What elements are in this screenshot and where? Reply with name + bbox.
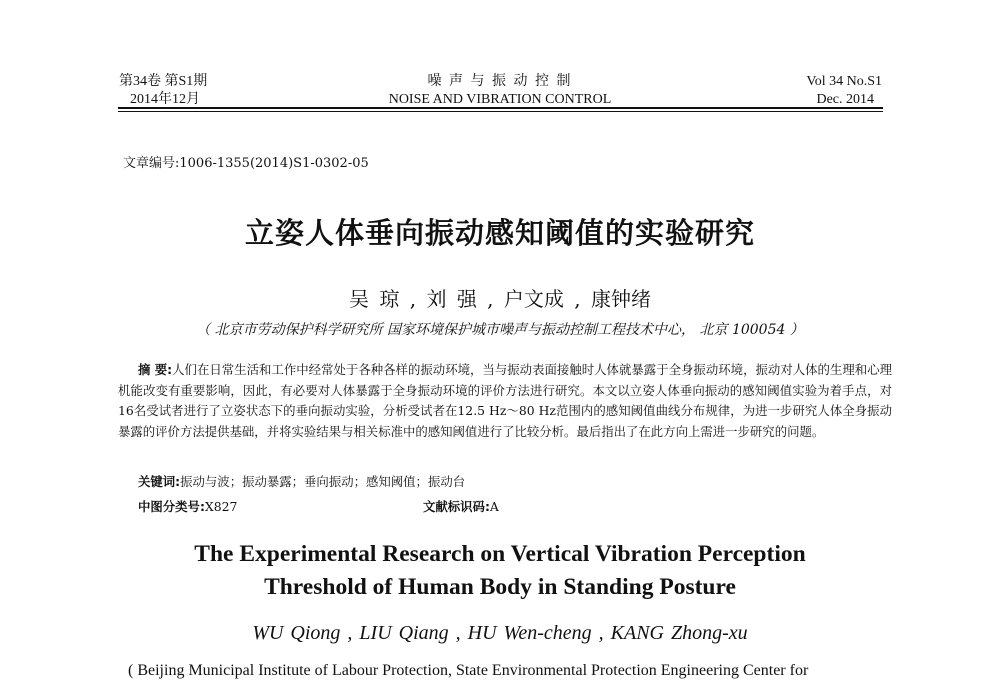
abstract-label: 摘 要: [138,362,173,377]
journal-name-cn: 噪 声 与 振 动 控 制 [427,74,573,89]
issue-number-en: Vol 34 No.S1 [806,74,882,89]
classification-label: 中图分类号: [138,499,205,514]
abstract-text: 人们在日常生活和工作中经常处于各种各样的振动环境，当与振动表面接触时人体就暴露于全身振动环境，振动对人体的生理和心理机能改变有重要影响，因此，有必要对人体暴露于全身振动环境的评价方法进行研究。本文以立姿人体垂向振动的感知阈值实验为着手点，对16名受试者进行了立姿状态下的垂向振动实验，分析受试者在12.5 Hz～80 Hz范围内的感知阈值曲线分布规律，为进一步研究人体全身振动暴露的评价方法提供基础，并将实验结果与相关标准中的感知阈值进行了比较分析。最后指出了在此方向上需进一步研究的问题。 [118,362,892,439]
document-code-label: 文献标识码: [423,499,490,514]
title-en-line1: The Experimental Research on Vertical Vibration Perception [194,541,806,567]
affiliation-cn: （ 北京市劳动保护科学研究所 国家环境保护城市噪声与振动控制工程技术中心， 北京 100054 ） [196,322,804,338]
title-en-line2: Threshold of Human Body in Standing Posture [264,574,736,600]
issue-date-cn: 2014年12月 [130,92,200,107]
keywords-label: 关键词: [138,474,181,489]
classification [138,497,237,515]
journal-name-en: NOISE AND VIBRATION CONTROL [388,92,612,107]
issue-date-en: Dec. 2014 [816,92,874,107]
keywords [138,472,465,490]
title-en [0,538,1000,604]
classification-text: X827 [204,499,238,514]
article-id: 文章编号:1006-1355(2014)S1-0302-05 [123,156,369,171]
document-code-text: A [489,499,499,514]
keywords-text: 振动与波；振动暴露；垂向振动；感知阈值；振动台 [180,474,466,489]
title-cn: 立姿人体垂向振动感知阈值的实验研究 [244,216,755,250]
authors-cn: 吴 琼 , 刘 强 , 户文成 , 康钟绪 [349,287,651,311]
header-rule [118,107,883,109]
authors-en: WU Qiong , LIU Qiang , HU Wen-cheng , KANG Zhong-xu [252,622,748,644]
issue-number-cn: 第34卷 第S1期 [119,74,208,89]
header-rule-thin [118,111,883,112]
document-code [423,497,499,515]
abstract [118,360,892,442]
affiliation-en: ( Beijing Municipal Institute of Labour Protection, State Environmental Protection Engineering Center for [128,662,809,679]
